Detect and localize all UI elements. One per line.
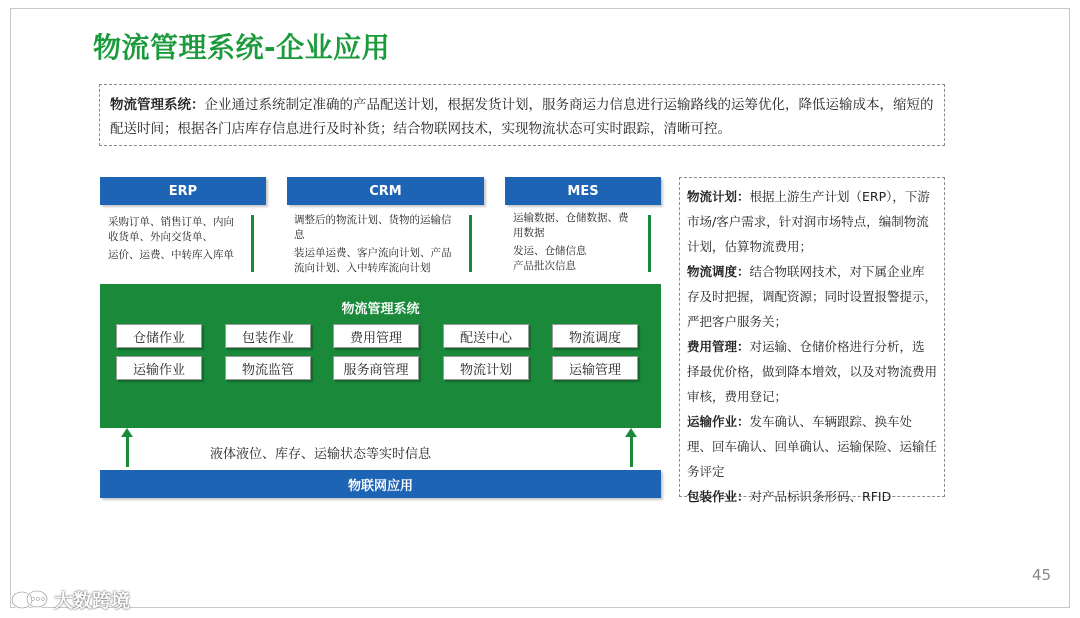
module-logistics-dispatch: 物流调度 — [552, 324, 638, 348]
module-packaging-ops: 包装作业 — [225, 324, 311, 348]
note-term: 运输作业： — [687, 414, 750, 429]
erp-desc-line2: 运价、运费、中转库入库单 — [108, 249, 234, 261]
note-logistics-plan — [687, 184, 937, 259]
crm-desc-line1: 调整后的物流计划、货物的运输信息 — [294, 214, 452, 241]
watermark-logo — [10, 586, 130, 613]
realtime-info-label: 液体液位、库存、运输状态等实时信息 — [210, 447, 432, 462]
logistics-system-block — [100, 284, 661, 428]
note-text: 根据上游生产计划（ERP），下游市场/客户需求，针对润市场特点，编制物流计划，估算物流费用； — [687, 189, 930, 254]
module-cost-management: 费用管理 — [333, 324, 419, 348]
iot-application-bar: 物联网应用 — [100, 470, 661, 498]
mes-desc-line1: 运输数据、仓储数据、费用数据 — [513, 212, 629, 239]
module-transport-management: 运输管理 — [552, 356, 638, 380]
side-notes-box — [679, 177, 945, 504]
mes-connector — [648, 215, 651, 272]
mes-desc — [513, 211, 637, 274]
note-text: 发车确认、车辆跟踪、换车处理、回车确认、回单确认、运输保险、运输任务评定 — [687, 414, 938, 479]
erp-desc — [108, 215, 238, 263]
note-text: 结合物联网技术，对下属企业库存及时把握，调配资源；同时设置报警提示，严把客户服务关； — [687, 264, 938, 329]
note-transport-ops — [687, 409, 937, 484]
module-distribution-center: 配送中心 — [443, 324, 529, 348]
crm-connector — [469, 215, 472, 272]
note-text: 对产品标识条形码、RFID — [749, 489, 892, 504]
module-logistics-supervision: 物流监管 — [225, 356, 311, 380]
note-term: 物流调度： — [687, 264, 750, 279]
note-logistics-dispatch — [687, 259, 937, 334]
erp-desc-line1: 采购订单、销售订单、内向收货单、外向交货单、 — [108, 216, 234, 243]
logistics-system-title: 物流管理系统 — [341, 302, 420, 317]
intro-text: 企业通过系统制定准确的产品配送计划，根据发货计划，服务商运力信息进行运输路线的运筹优化，降低运输成本，缩短的配送时间；根据各门店库存信息进行及时补货；结合物联网技术，实现物流状态可实时跟踪，清晰可控。 — [110, 97, 934, 137]
module-transport-ops: 运输作业 — [116, 356, 202, 380]
intro-lead: 物流管理系统： — [110, 97, 205, 113]
note-text: 对运输、仓储价格进行分析，选择最优价格，做到降本增效，以及对物流费用审核，费用登记； — [687, 339, 938, 404]
crm-desc-line2: 装运单运费、客户流向计划、产品流向计划、入中转库流向计划 — [294, 247, 452, 274]
crm-bar: CRM — [287, 177, 484, 205]
mes-desc-line2: 发运、仓储信息 — [513, 245, 587, 257]
note-term: 包装作业： — [687, 489, 750, 504]
mes-desc-line3: 产品批次信息 — [513, 260, 576, 272]
watermark-text: 大数跨境 — [54, 590, 131, 612]
module-provider-management: 服务商管理 — [333, 356, 419, 380]
note-cost-management — [687, 334, 937, 409]
intro-box — [99, 84, 945, 146]
note-term: 物流计划： — [687, 189, 750, 204]
page-number: 45 — [1032, 566, 1052, 584]
chat-bubbles-icon — [10, 589, 50, 611]
erp-bar: ERP — [100, 177, 266, 205]
note-packaging-ops — [687, 484, 937, 509]
up-arrow-right — [630, 436, 633, 467]
erp-connector — [251, 215, 254, 272]
up-arrow-left — [126, 436, 129, 467]
page-title: 物流管理系统-企业应用 — [93, 31, 391, 64]
module-logistics-plan: 物流计划 — [443, 356, 529, 380]
module-warehouse-ops: 仓储作业 — [116, 324, 202, 348]
mes-bar: MES — [505, 177, 661, 205]
note-term: 费用管理： — [687, 339, 750, 354]
crm-desc — [294, 213, 452, 276]
